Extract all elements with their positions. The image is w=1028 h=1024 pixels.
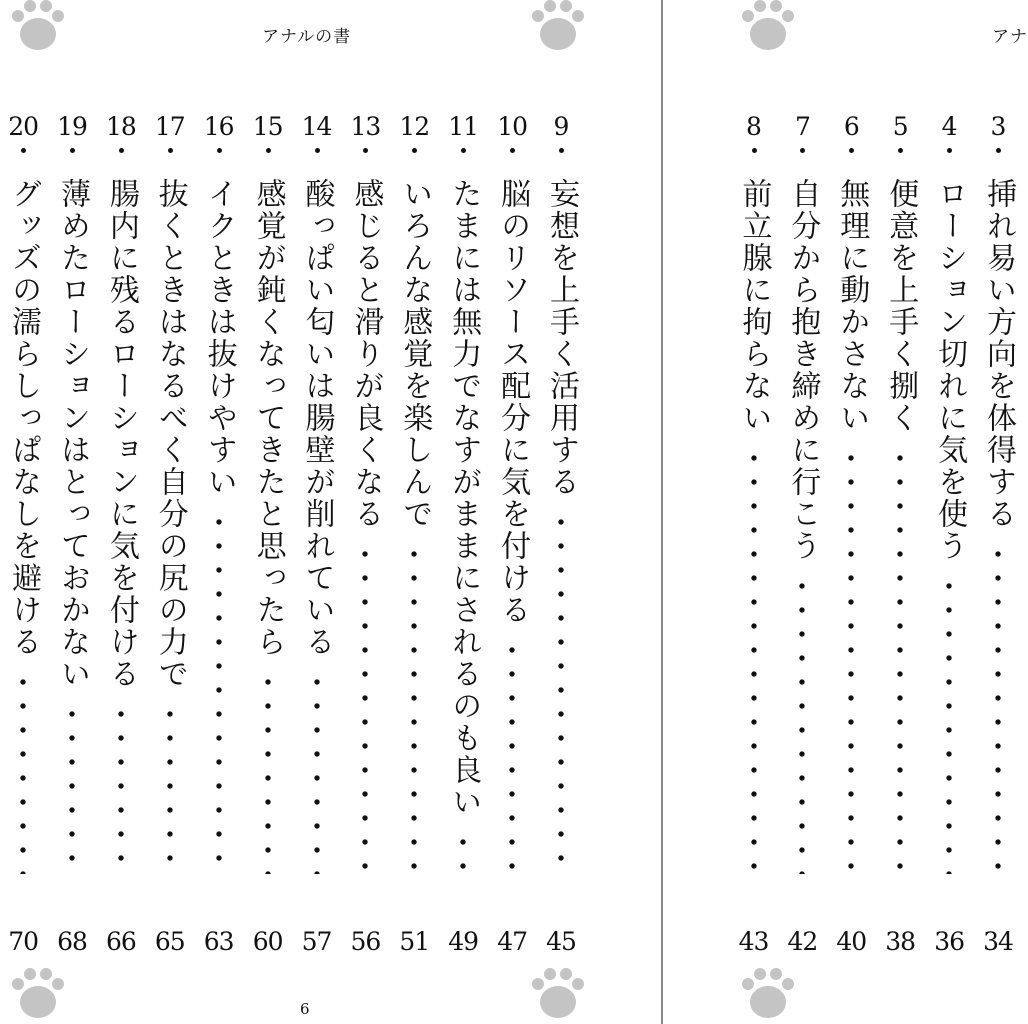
paw-print-icon: [530, 0, 586, 56]
dot-leader: [897, 446, 903, 874]
entry-number: 13: [350, 112, 381, 141]
toc-entry: [828, 108, 874, 960]
entry-number: 14: [301, 112, 332, 141]
entry-title: ローション切れに気を使う: [932, 178, 968, 562]
dot-leader: [216, 510, 222, 874]
dot-leader: [411, 542, 417, 874]
entry-page-number: 47: [497, 927, 527, 956]
toc-entry: [538, 108, 584, 960]
paw-print-icon: [740, 968, 796, 1024]
entry-page-number: 36: [934, 927, 964, 956]
entry-number: 15: [252, 112, 283, 141]
toc-entry: [779, 108, 825, 960]
toc-entry: [49, 108, 95, 960]
entry-page-number: 49: [448, 927, 479, 956]
entry-page-number: 66: [105, 927, 136, 956]
entry-page-number: 70: [8, 927, 38, 956]
entry-number-dot: [21, 148, 26, 153]
entry-page-number: 65: [154, 927, 185, 956]
entry-number: 16: [203, 112, 234, 141]
entry-number-dot: [510, 148, 515, 153]
entry-page-number: 68: [57, 927, 87, 956]
dot-leader: [362, 542, 368, 874]
entry-number-dot: [849, 148, 854, 153]
entry-title: グッズの濡らしっぱなしを避ける: [6, 178, 42, 658]
entry-number: 20: [8, 112, 38, 141]
entry-number: 3: [990, 112, 1006, 141]
entry-title: いろんな感覚を楽しんで: [397, 178, 433, 530]
entry-title: 薄めたローションはとっておかない: [55, 178, 90, 690]
dot-leader: [848, 446, 854, 874]
toc-entry: [294, 108, 340, 960]
dot-leader: [20, 670, 26, 874]
dot-leader: [460, 830, 466, 874]
entry-number: 18: [105, 112, 136, 141]
entry-number: 17: [154, 112, 185, 141]
entry-page-number: 45: [546, 927, 576, 956]
entry-number: 9: [553, 112, 569, 141]
entry-number: 19: [57, 112, 87, 141]
entry-page-number: 38: [885, 927, 916, 956]
entry-title: 自分から抱き締めに行こう: [785, 178, 821, 562]
entry-title: イクときは抜けやすい: [201, 178, 237, 498]
entry-title: 前立腺に拘らない: [736, 178, 772, 434]
entry-page-number: 40: [836, 927, 867, 956]
entry-page-number: 42: [787, 927, 818, 956]
entry-title: 感じると滑りが良くなる: [348, 178, 384, 530]
toc-entry: [926, 108, 972, 960]
entry-number-dot: [168, 148, 173, 153]
toc-entry: [0, 108, 46, 960]
dot-leader: [314, 670, 320, 874]
dot-leader: [167, 702, 173, 874]
entry-page-number: 43: [738, 927, 769, 956]
toc-entry: [196, 108, 242, 960]
page-number: 6: [300, 1000, 310, 1018]
entry-number-dot: [898, 148, 903, 153]
entry-number-dot: [217, 148, 222, 153]
entry-page-number: 34: [983, 927, 1013, 956]
toc-entry: [245, 108, 291, 960]
entry-title: 感覚が鈍くなってきたと思ったら: [250, 178, 286, 658]
entry-page-number: 60: [252, 927, 283, 956]
entry-number-dot: [119, 148, 124, 153]
entry-number: 8: [746, 112, 761, 141]
entry-number-dot: [266, 148, 271, 153]
entry-number: 11: [448, 112, 479, 141]
toc-entry: [342, 108, 388, 960]
dot-leader: [946, 574, 952, 874]
dot-leader: [509, 638, 515, 874]
entry-title: 腸内に残るローションに気を付ける: [103, 178, 139, 690]
entry-number: 10: [497, 112, 527, 141]
entry-page-number: 63: [203, 927, 234, 956]
entry-number-dot: [315, 148, 320, 153]
entry-number: 5: [892, 112, 908, 141]
entry-number-dot: [752, 148, 757, 153]
toc-entry: [731, 108, 777, 960]
right-page: [663, 0, 1028, 1024]
entry-title: 挿れ易い方向を体得する: [981, 178, 1016, 530]
paw-print-icon: [530, 968, 586, 1024]
entry-title: 妄想を上手く活用する: [544, 178, 579, 498]
entry-number-dot: [70, 148, 75, 153]
paw-print-icon: [10, 0, 66, 56]
entry-number-dot: [559, 148, 564, 153]
toc-entry: [440, 108, 486, 960]
entry-page-number: 56: [350, 927, 381, 956]
entry-number-dot: [461, 148, 466, 153]
dot-leader: [265, 670, 271, 874]
paw-print-icon: [10, 968, 66, 1024]
toc-entry: [391, 108, 437, 960]
toc-entry: [975, 108, 1021, 960]
toc-entry: [98, 108, 144, 960]
running-head: アナ: [992, 27, 1028, 47]
toc-entry: [147, 108, 193, 960]
entry-title: 抜くときはなるべく自分の尻の力で: [152, 178, 188, 690]
dot-leader: [558, 510, 564, 874]
entry-number-dot: [947, 148, 952, 153]
entry-number-dot: [412, 148, 417, 153]
entry-title: 脳のリソース配分に気を付ける: [495, 178, 531, 626]
entry-title: 酸っぱい匂いは腸壁が削れている: [299, 178, 335, 658]
toc-entry: [489, 108, 535, 960]
entry-number: 6: [843, 112, 859, 141]
toc-entry: [877, 108, 923, 960]
entry-page-number: 51: [399, 927, 430, 956]
entry-title: 便意を上手く捌く: [883, 178, 919, 434]
entry-number-dot: [996, 148, 1001, 153]
entry-number: 7: [794, 112, 810, 141]
dot-leader: [995, 542, 1001, 874]
dot-leader: [799, 574, 805, 874]
entry-number-dot: [800, 148, 805, 153]
entry-page-number: 57: [301, 927, 332, 956]
paw-print-icon: [740, 0, 796, 56]
entry-title: たまには無力でなすがままにされるのも良い: [446, 178, 482, 818]
dot-leader: [118, 702, 124, 874]
running-head: アナルの書: [262, 27, 352, 47]
entry-number: 4: [941, 112, 957, 141]
dot-leader: [751, 446, 757, 874]
entry-title: 無理に動かさない: [834, 178, 870, 434]
entry-number: 12: [399, 112, 430, 141]
dot-leader: [69, 702, 75, 874]
entry-number-dot: [363, 148, 368, 153]
